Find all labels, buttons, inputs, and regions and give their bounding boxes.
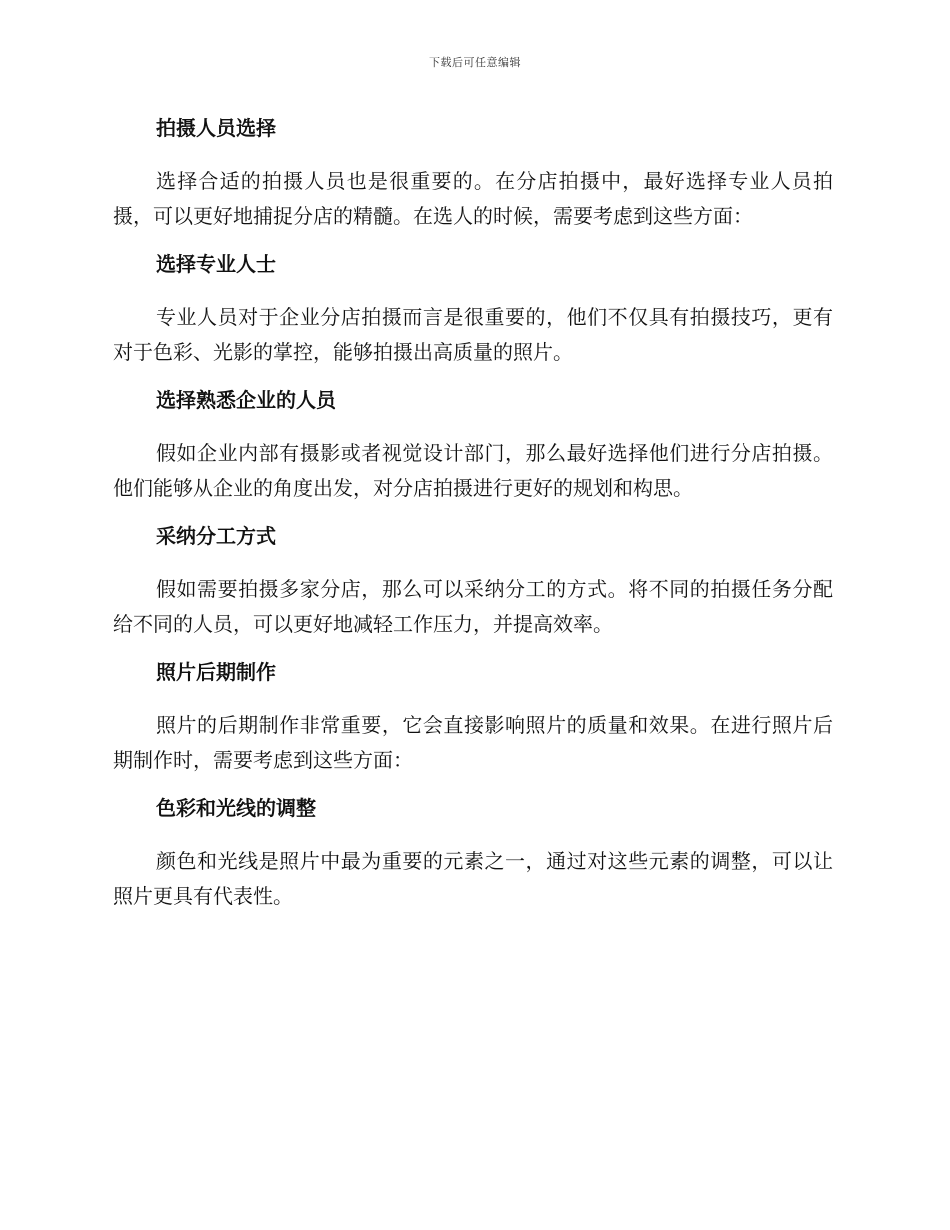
section-choose-professionals [113,246,833,370]
section-color-light-adjustment [113,790,833,914]
section-heading: 选择专业人士 [156,252,276,276]
document-content [113,110,833,914]
section-heading: 色彩和光线的调整 [156,796,316,820]
section-photographer-selection [113,110,833,234]
section-paragraph: 专业人员对于企业分店拍摄而言是很重要的，他们不仅具有拍摄技巧，更有对于色彩、光影的掌控，能够拍摄出高质量的照片。 [113,305,833,364]
section-choose-familiar-staff [113,382,833,506]
section-paragraph: 选择合适的拍摄人员也是很重要的。在分店拍摄中，最好选择专业人员拍摄，可以更好地捕捉分店的精髓。在选人的时候，需要考虑到这些方面： [113,169,833,228]
section-paragraph: 假如需要拍摄多家分店，那么可以采纳分工的方式。将不同的拍摄任务分配给不同的人员，可以更好地减轻工作压力，并提高效率。 [113,577,833,636]
section-heading: 采纳分工方式 [156,524,276,548]
section-paragraph: 照片的后期制作非常重要，它会直接影响照片的质量和效果。在进行照片后期制作时，需要考虑到这些方面： [113,713,833,772]
page-header: 下载后可任意编辑 [429,56,521,69]
section-paragraph: 颜色和光线是照片中最为重要的元素之一，通过对这些元素的调整，可以让照片更具有代表性。 [113,849,833,908]
section-heading: 选择熟悉企业的人员 [156,388,336,412]
section-post-production [113,654,833,778]
section-paragraph: 假如企业内部有摄影或者视觉设计部门，那么最好选择他们进行分店拍摄。他们能够从企业的角度出发，对分店拍摄进行更好的规划和构思。 [113,441,833,500]
section-heading: 拍摄人员选择 [156,116,276,140]
section-division-of-labor [113,518,833,642]
section-heading: 照片后期制作 [156,660,276,684]
